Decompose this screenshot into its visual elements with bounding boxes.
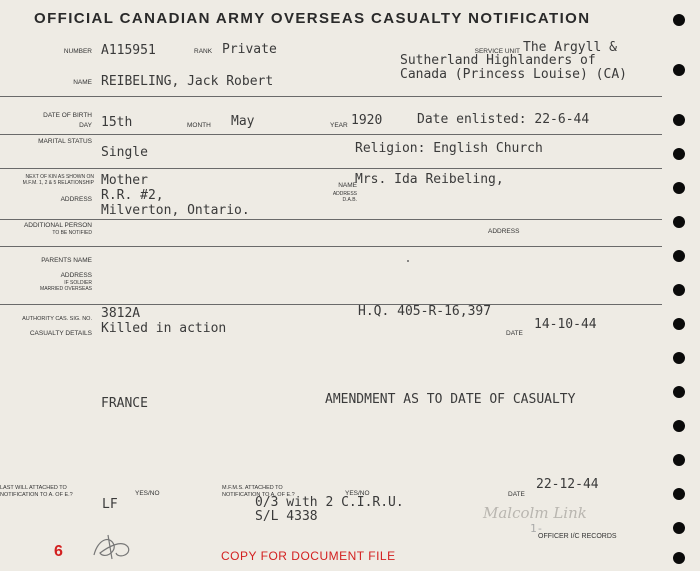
officer-signature bbox=[475, 498, 645, 528]
divider bbox=[0, 304, 662, 305]
dot-mark bbox=[407, 260, 409, 262]
service-number: A115951 bbox=[101, 43, 156, 58]
unit-line-1: The Argyll & bbox=[523, 40, 617, 55]
punch-hole bbox=[673, 14, 685, 26]
officer-records-label: OFFICER I/C RECORDS bbox=[538, 533, 617, 540]
form-title: OFFICIAL CANADIAN ARMY OVERSEAS CASUALTY NOTIFICATION bbox=[34, 10, 591, 27]
date-enlisted: Date enlisted: 22-6-44 bbox=[417, 112, 590, 127]
next-of-kin-label: NEXT OF KIN AS SHOWN ON M.F.M. 1, 2 & 5 RELATIONSHIP bbox=[22, 174, 94, 186]
punch-hole bbox=[673, 114, 685, 126]
number-label: NUMBER bbox=[63, 48, 92, 55]
punch-hole bbox=[673, 318, 685, 330]
casualty-details-label: CASUALTY DETAILS bbox=[29, 330, 92, 337]
punch-hole bbox=[673, 148, 685, 160]
copy-note: COPY FOR DOCUMENT FILE bbox=[221, 549, 396, 563]
month-label: MONTH bbox=[187, 122, 211, 129]
divider bbox=[0, 246, 662, 247]
divider bbox=[0, 219, 662, 220]
birth-year: 1920 bbox=[351, 113, 383, 128]
nok-address-line-2: Milverton, Ontario. bbox=[101, 203, 250, 218]
yes-no-label-1: YES/NO bbox=[135, 490, 160, 497]
birth-day: 15th bbox=[101, 115, 133, 130]
punch-hole bbox=[673, 64, 685, 76]
unit-line-2: Sutherland Highlanders of bbox=[400, 53, 596, 68]
name-label: NAME bbox=[73, 79, 92, 86]
initial-mark: 1- bbox=[530, 522, 544, 535]
parents-address-label: ADDRESS IF SOLDIER MARRIED OVERSEAS bbox=[40, 272, 92, 292]
mfms-attached-label: M.F.M.S. ATTACHED TO NOTIFICATION TO A. OF E.? bbox=[222, 485, 295, 498]
punch-hole bbox=[673, 488, 685, 500]
hq-reference: H.Q. 405-R-16,397 bbox=[358, 304, 492, 319]
rank-label: RANK bbox=[194, 48, 213, 55]
nok-name: Mrs. Ida Reibeling, bbox=[355, 172, 504, 187]
divider bbox=[0, 96, 662, 97]
service-unit-label: SERVICE UNIT bbox=[474, 48, 520, 55]
nok-address-label: ADDRESS bbox=[60, 196, 92, 203]
birth-month: May bbox=[231, 114, 255, 129]
dob-label: DATE OF BIRTH bbox=[43, 112, 92, 119]
religion: Religion: English Church bbox=[355, 141, 543, 156]
nok-address-dab-label: ADDRESS D.A.B. bbox=[332, 191, 357, 203]
additional-address-label: ADDRESS bbox=[488, 228, 520, 235]
stamp-number: 6 bbox=[54, 543, 63, 560]
nok-address-line-1: R.R. #2, bbox=[101, 188, 164, 203]
last-will-label: LAST WILL ATTACHED TO NOTIFICATION TO A. OF E.? bbox=[0, 485, 73, 498]
punch-hole bbox=[673, 216, 685, 228]
punch-hole bbox=[673, 454, 685, 466]
svg-text:Malcolm Link: Malcolm Link bbox=[483, 504, 587, 522]
rank-value: Private bbox=[222, 42, 277, 57]
punch-hole bbox=[673, 352, 685, 364]
parents-name-label: PARENTS NAME bbox=[41, 257, 92, 264]
punch-hole bbox=[673, 522, 685, 534]
punch-hole bbox=[673, 386, 685, 398]
authority-number: 3812A bbox=[101, 306, 141, 321]
mfms-line-2: S/L 4338 bbox=[255, 509, 318, 524]
casualty-place: FRANCE bbox=[101, 396, 148, 411]
mfms-line-1: 0/3 with 2 C.I.R.U. bbox=[255, 495, 404, 510]
additional-person-label: ADDITIONAL PERSON TO BE NOTIFIED bbox=[23, 222, 92, 236]
soldier-name: REIBELING, Jack Robert bbox=[101, 74, 274, 89]
bottom-date: 22-12-44 bbox=[536, 477, 599, 492]
casualty-date: 14-10-44 bbox=[534, 317, 597, 332]
divider bbox=[0, 168, 662, 169]
yes-no-label-2: YES/NO bbox=[345, 490, 370, 497]
punch-hole bbox=[673, 552, 685, 564]
divider bbox=[0, 134, 662, 135]
unit-line-3: Canada (Princess Louise) (CA) bbox=[400, 67, 627, 82]
bottom-date-label: DATE bbox=[508, 491, 525, 498]
punch-hole bbox=[673, 250, 685, 262]
casualty-date-label: DATE bbox=[506, 330, 523, 337]
last-will-answer: LF bbox=[102, 497, 118, 512]
year-label: YEAR bbox=[330, 122, 348, 129]
marital-status: Single bbox=[101, 145, 148, 160]
day-label: DAY bbox=[79, 122, 92, 129]
nok-relationship: Mother bbox=[101, 173, 148, 188]
marital-status-label: MARITAL STATUS bbox=[38, 138, 92, 145]
initials-signature bbox=[88, 525, 138, 565]
punch-hole bbox=[673, 284, 685, 296]
nok-name-label: NAME bbox=[338, 182, 357, 189]
casualty-description: Killed in action bbox=[101, 321, 227, 336]
punch-hole bbox=[673, 420, 685, 432]
punch-hole bbox=[673, 182, 685, 194]
amendment-note: AMENDMENT AS TO DATE OF CASUALTY bbox=[325, 392, 576, 407]
authority-label: AUTHORITY CAS. SIG. NO. bbox=[22, 316, 92, 322]
